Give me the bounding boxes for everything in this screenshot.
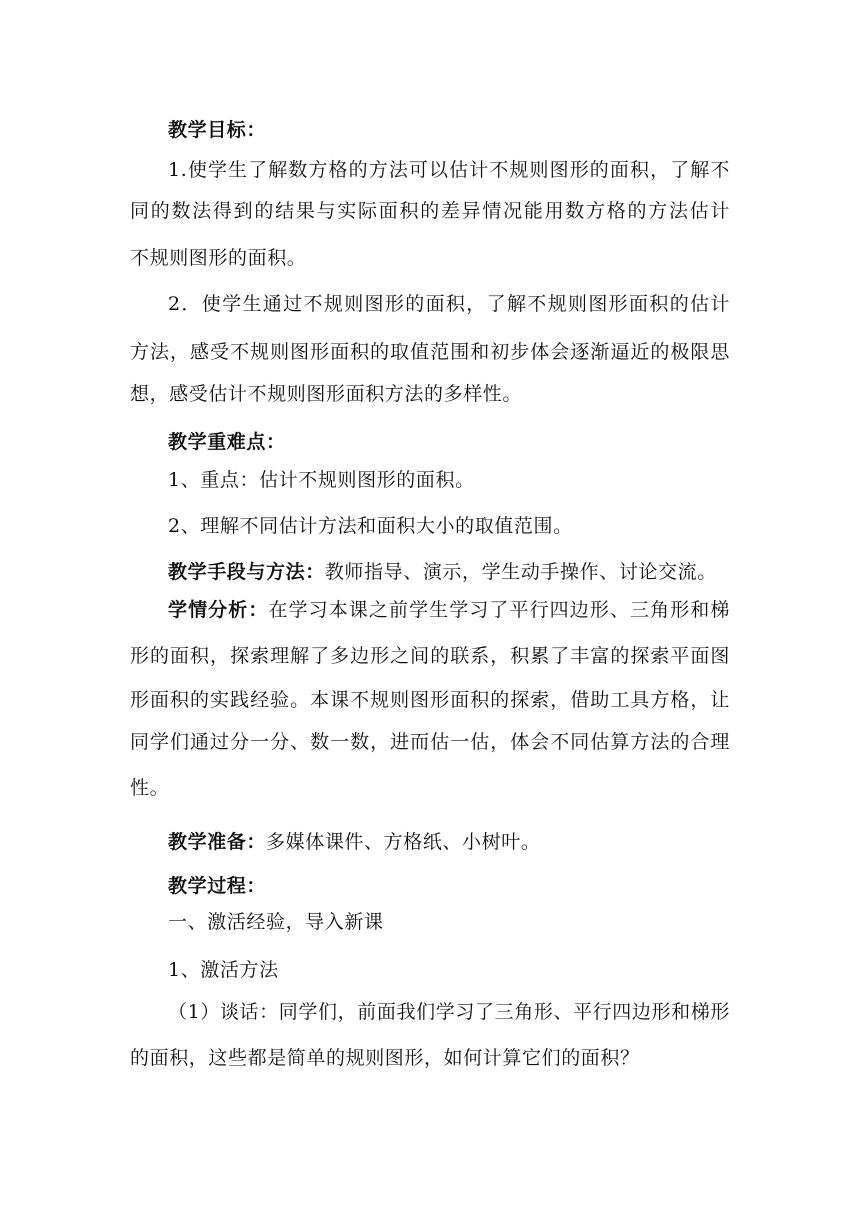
objectives-p2-line-2: 方法，感受不规则图形面积的取值范围和初步体会逐渐逼近的极限思 bbox=[130, 341, 730, 363]
objectives-p1-line-2: 同的数法得到的结果与实际面积的差异情况能用数方格的方法估计 bbox=[130, 200, 730, 222]
key-point-2: 2、理解不同估计方法和面积大小的取值范围。 bbox=[168, 515, 573, 537]
preparation-text: 多媒体课件、方格纸、小树叶。 bbox=[266, 831, 541, 853]
process-part-1: 一、激活经验，导入新课 bbox=[168, 911, 384, 933]
objectives-p1-line-3: 不规则图形的面积。 bbox=[130, 247, 307, 269]
analysis-line-1 bbox=[130, 598, 730, 622]
analysis-line-3: 形面积的实践经验。本课不规则图形面积的探索，借助工具方格，让 bbox=[130, 689, 730, 711]
methods-line bbox=[130, 560, 730, 584]
process-talk-line-2: 的面积，这些都是简单的规则图形，如何计算它们的面积？ bbox=[130, 1047, 640, 1069]
objectives-p2-line-3: 想，感受估计不规则图形面积方法的多样性。 bbox=[130, 383, 523, 405]
key-points-heading: 教学重难点： bbox=[168, 431, 286, 453]
key-point-1: 1、重点：估计不规则图形的面积。 bbox=[168, 469, 475, 491]
methods-text: 教师指导、演示，学生动手操作、讨论交流。 bbox=[324, 561, 717, 583]
process-sub-1: 1、激活方法 bbox=[168, 959, 279, 981]
methods-label: 教学手段与方法： bbox=[168, 561, 325, 583]
objectives-p1-line-1: 1.使学生了解数方格的方法可以估计不规则图形的面积，了解不 bbox=[168, 159, 730, 181]
preparation-line bbox=[130, 830, 730, 854]
objectives-p2-line-1: 2．使学生通过不规则图形的面积，了解不规则图形面积的估计 bbox=[168, 293, 730, 315]
analysis-line-4: 同学们通过分一分、数一数，进而估一估，体会不同估算方法的合理 bbox=[130, 731, 730, 753]
analysis-label: 学情分析： bbox=[168, 599, 269, 621]
analysis-first: 在学习本课之前学生学习了平行四边形、三角形和梯 bbox=[268, 599, 730, 621]
analysis-line-2: 形的面积，探索理解了多边形之间的联系，积累了丰富的探索平面图 bbox=[130, 645, 730, 667]
process-talk-line-1: （1）谈话：同学们，前面我们学习了三角形、平行四边形和梯形 bbox=[168, 1001, 730, 1023]
objectives-heading: 教学目标： bbox=[168, 119, 267, 141]
analysis-line-5: 性。 bbox=[130, 777, 170, 799]
process-heading: 教学过程： bbox=[168, 875, 267, 897]
preparation-label: 教学准备： bbox=[168, 831, 267, 853]
